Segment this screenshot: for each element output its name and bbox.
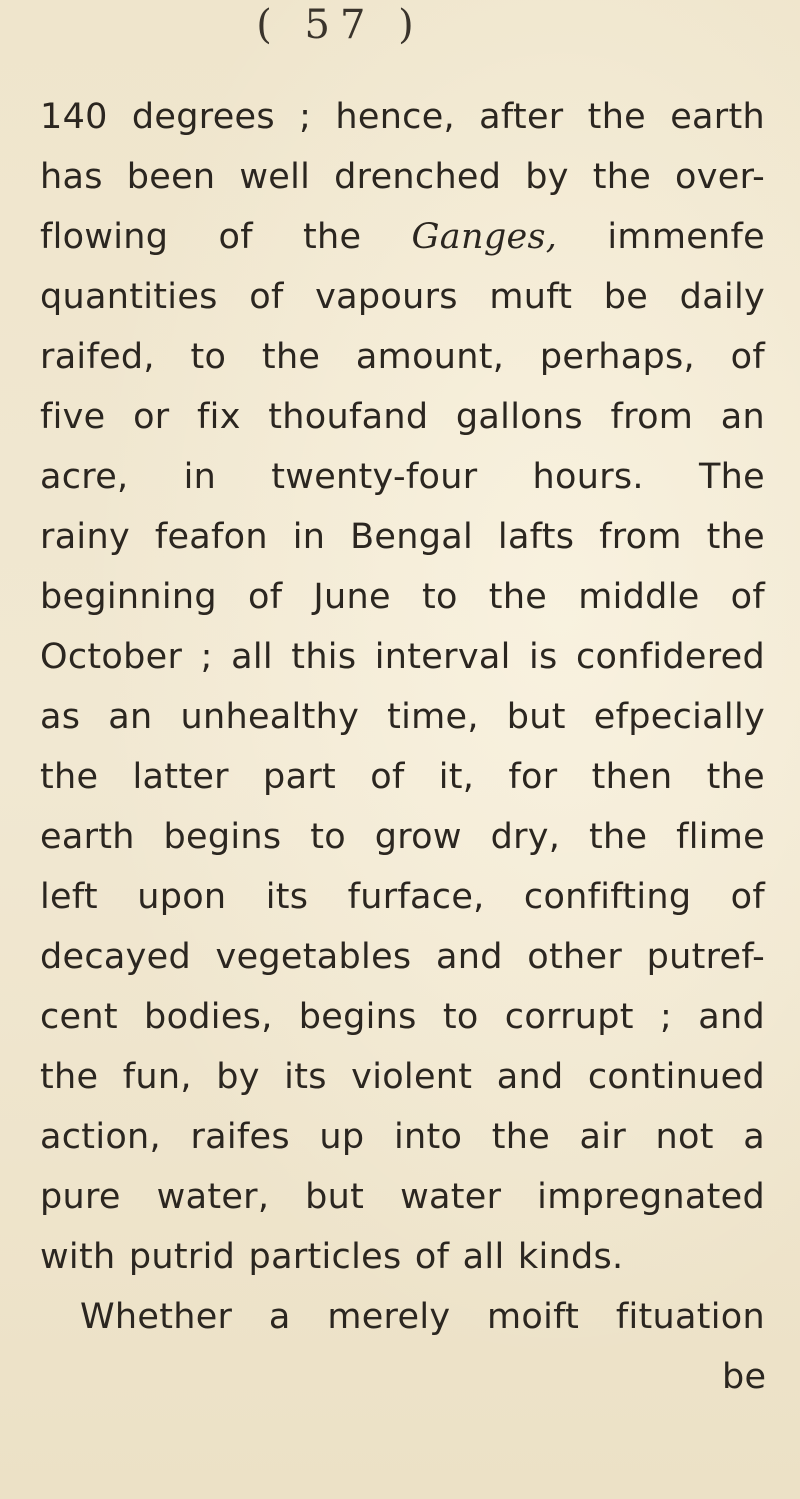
text-line: pure water, but water impregnated: [40, 1177, 765, 1217]
text-line: October ; all this interval is confidered: [40, 637, 765, 677]
text-line: has been well drenched by the over-: [40, 157, 765, 197]
text-line: earth begins to grow dry, the flime: [40, 817, 765, 857]
text-line: as an unhealthy time, but efpecially: [40, 697, 765, 737]
text-line: cent bodies, begins to corrupt ; and: [40, 997, 765, 1037]
italic-place-name: Ganges,: [411, 217, 558, 257]
text-line: 140 degrees ; hence, after the earth: [40, 97, 765, 137]
text-line: with putrid particles of all kinds.: [40, 1237, 624, 1277]
paragraph-start-line: Whether a merely moift fituation: [80, 1297, 765, 1337]
text-line: rainy feafon in Bengal lafts from the: [40, 517, 765, 557]
text-line: acre, in twenty-four hours. The: [40, 457, 765, 497]
text-line: five or fix thoufand gallons from an: [40, 397, 765, 437]
text-line: decayed vegetables and other putref-: [40, 937, 765, 977]
text-line: action, raifes up into the air not a: [40, 1117, 765, 1157]
text-line: the latter part of it, for then the: [40, 757, 765, 797]
text-line: [40, 208, 765, 266]
page-number: ( 57 ): [256, 2, 424, 48]
text-line: left upon its furface, confifting of: [40, 877, 765, 917]
text-line: the fun, by its violent and continued: [40, 1057, 765, 1097]
text-line: quantities of vapours muft be daily: [40, 277, 765, 317]
catchword: be: [722, 1357, 767, 1397]
page-number-header: [0, 2, 800, 48]
text-line: beginning of June to the middle of: [40, 577, 765, 617]
text-segment: flowing of the: [40, 217, 412, 257]
text-segment: immenfe: [557, 217, 765, 257]
text-line: raifed, to the amount, perhaps, of: [40, 337, 765, 377]
